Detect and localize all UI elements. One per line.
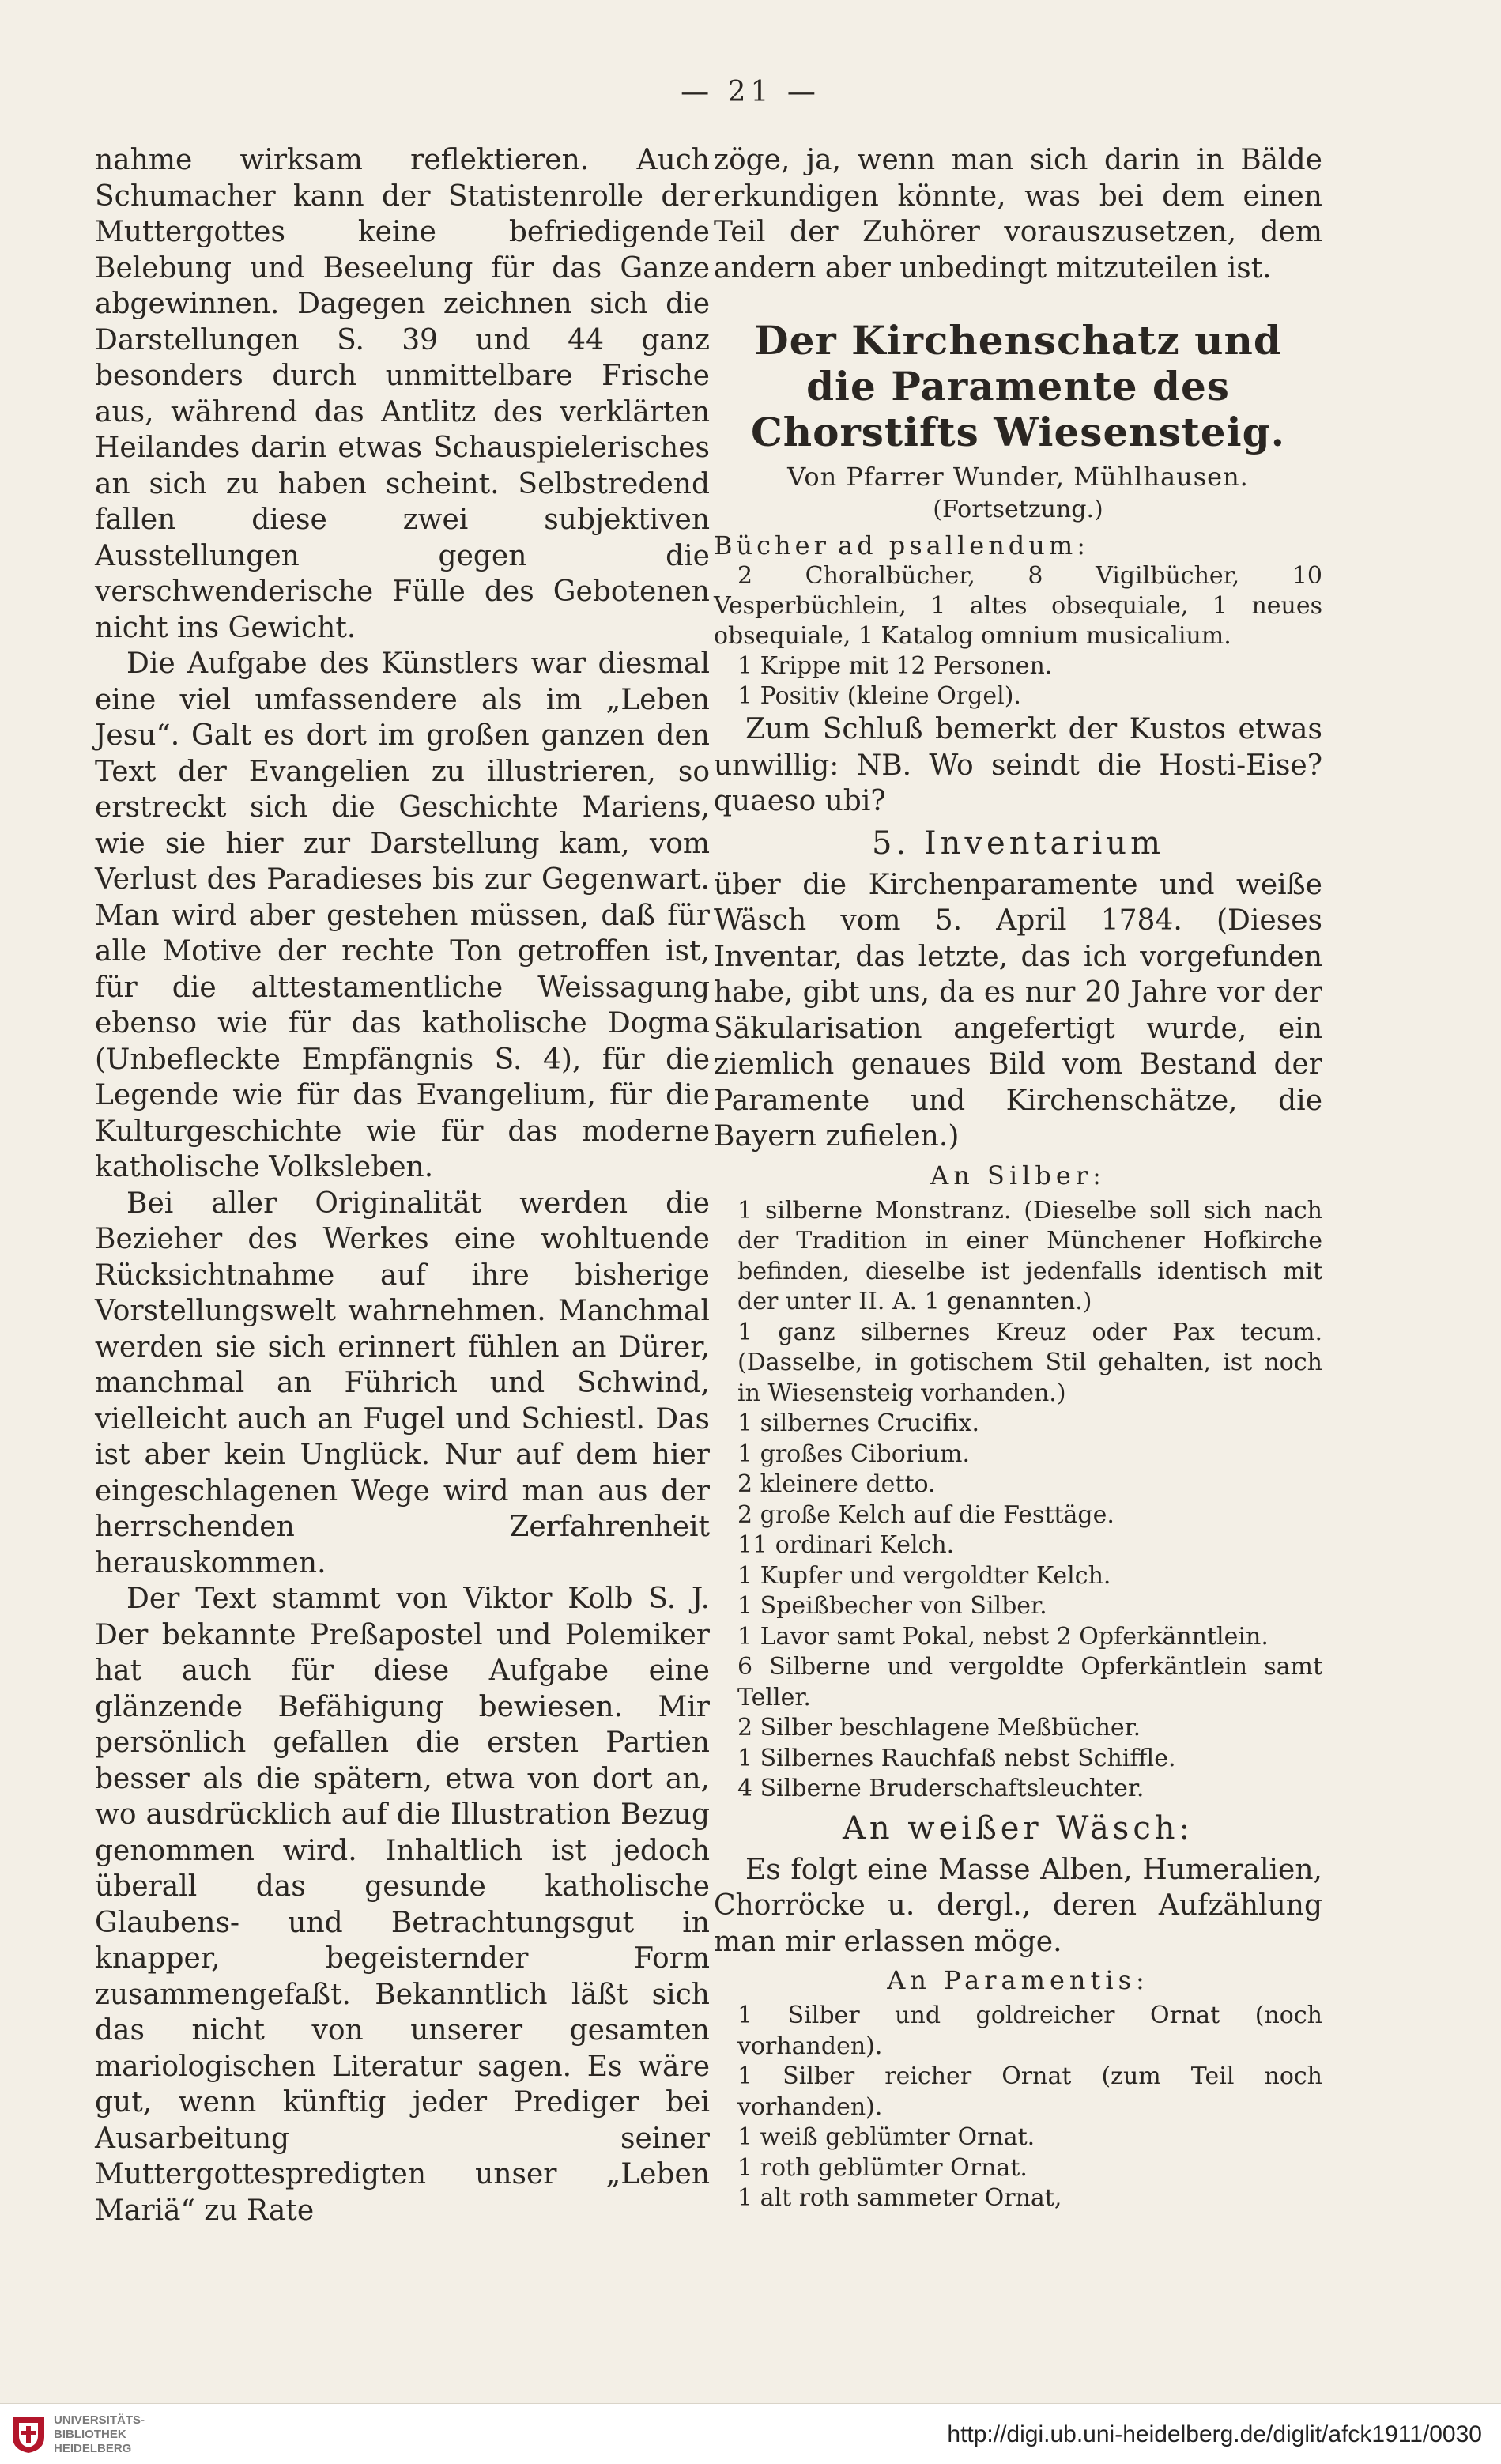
paramentis-heading: An Paramentis:: [887, 1965, 1149, 1995]
books-heading: [714, 530, 1322, 561]
paragraph: Die Aufgabe des Künstlers war diesmal eine viel umfassendere als im „Leben Jesu“. Galt es dort im großen ganzen den Text der Evangelien zu illustrieren, so erstreckt sich die Geschichte Mariens, wie sie hier zur Darstellung kam, vom Verlust des Paradieses bis zur Gegenwart. Man wird aber gestehen müssen, daß für alle Motive der rechte Ton getroffen ist, für die alttestamentliche Weissagung ebenso wie für das katholische Dogma (Unbefleckte Empfängnis S. 4), für die Legende wie für das Evangelium, für die Kulturgeschichte wie für das moderne katholische Volksleben.: [95, 647, 710, 1183]
paramentis-list: [714, 2001, 1322, 2214]
footer-bar: [0, 2403, 1501, 2464]
list-item: 1 Silber reicher Ornat (zum Teil noch vorhanden).: [737, 2062, 1322, 2121]
left-column: [95, 142, 710, 2228]
list-item: 1 silbernes Crucifix.: [737, 1409, 979, 1437]
list-item: 4 Silberne Bruderschaftsleuchter.: [737, 1775, 1145, 1802]
section-heading: 5. Inventarium: [872, 824, 1164, 862]
kustos-note: Zum Schluß bemerkt der Kustos etwas unwillig: NB. Wo seindt die Hosti-Eise? quaeso ubi?: [714, 713, 1322, 817]
linen-paragraph: Es folgt eine Masse Alben, Humeralien, Chorröcke u. dergl., deren Aufzählung man mir erlassen möge.: [714, 1853, 1322, 1958]
list-item: 1 Silber und goldreicher Ornat (noch vorhanden).: [737, 2002, 1322, 2060]
list-item: 6 Silberne und vergoldte Opferkäntlein samt Teller.: [737, 1653, 1322, 1711]
paragraph: Der Text stammt von Viktor Kolb S. J. Der bekannte Preßapostel und Polemiker hat auch für diese Aufgabe eine glänzende Befähigung bewiesen. Mir persönlich gefallen die ersten Partien besser als die spätern, etwa von dort an, wo ausdrücklich auf die Illustration Bezug genommen wird. Inhaltlich ist jedoch überall das gesunde katholische Glaubens- und Betrachtungsgut in knapper, begeisternder Form zusammengefaßt. Bekanntlich läßt sich das nicht von unserer gesamten mariologischen Literatur sagen. Es wäre gut, wenn künftig jeder Prediger bei Ausarbeitung seiner Muttergottespredigten unser „Leben Mariä“ zu Rate: [95, 1583, 710, 2227]
library-name: UNIVERSITÄTS- BIBLIOTHEK HEIDELBERG: [54, 2413, 145, 2455]
list-item: 2 Silber beschlagene Meßbücher.: [737, 1714, 1141, 1741]
paragraph: nahme wirksam reflektieren. Auch Schumacher kann der Statistenrolle der Muttergottes keine befriedigende Belebung und Beseelung für das Ganze abgewinnen. Dagegen zeichnen sich die Darstellungen S. 39 und 44 ganz besonders durch unmittelbare Frische aus, während das Antlitz des verklärten Heilandes darin etwas Schauspielerisches an sich zu haben scheint. Selbstredend fallen diese zwei subjektiven Ausstellungen gegen die verschwenderische Fülle des Gebotenen nicht ins Gewicht.: [95, 144, 710, 644]
paragraph: Bei aller Originalität werden die Bezieher des Werkes eine wohltuende Rücksichtnahme auf ihre bisherige Vorstellungswelt wahrnehmen. Manchmal werden sie sich erinnert fühlen an Dürer, manchmal an Führich und Schwind, vielleicht auch an Fugel und Schiestl. Das ist aber kein Unglück. Nur auf dem hier eingeschlagenen Wege wird man aus der herrschenden Zerfahrenheit herauskommen.: [95, 1187, 710, 1579]
books-heading-label: Bücher: [714, 530, 830, 560]
list-item: 2 kleinere detto.: [737, 1470, 936, 1498]
list-item: 1 großes Ciborium.: [737, 1440, 971, 1468]
linen-heading: An weißer Wäsch:: [843, 1809, 1194, 1847]
books-text: 2 Choralbücher, 8 Vigilbücher, 10 Vesperbüchlein, 1 altes obsequiale, 1 neues obsequiale, 1 Katalog omnium musicalium.: [714, 562, 1322, 650]
silver-list: [714, 1196, 1322, 1805]
university-seal-icon: [11, 2415, 46, 2455]
list-item: 1 Kupfer und vergoldter Kelch.: [737, 1561, 1111, 1590]
paragraph: zöge, ja, wenn man sich darin in Bälde erkundigen könnte, was bei dem einen Teil der Zuhörer vorauszusetzen, dem andern aber unbedingt mitzuteilen ist.: [714, 144, 1322, 285]
source-url[interactable]: http://digi.ub.uni-heidelberg.de/diglit/afck1911/0030: [947, 2421, 1482, 2447]
silver-heading: An Silber:: [930, 1160, 1106, 1190]
list-item: 11 ordinari Kelch.: [737, 1531, 955, 1559]
continuation-note: (Fortsetzung.): [933, 496, 1103, 523]
list-item: 1 Silbernes Rauchfaß nebst Schiffle.: [737, 1744, 1176, 1772]
books-heading-latin: ad psallendum:: [838, 530, 1090, 560]
list-item: 1 silberne Monstranz. (Dieselbe soll sich nach der Tradition in einer Münchener Hofkirche befinden, dieselbe ist jedenfalls identisch mit der unter II. A. 1 genannten.): [737, 1196, 1322, 1315]
right-column: [714, 142, 1322, 2214]
positiv-item: 1 Positiv (kleine Orgel).: [737, 682, 1021, 710]
list-item: 1 Lavor samt Pokal, nebst 2 Opferkänntlein.: [737, 1622, 1269, 1651]
list-item: 1 ganz silbernes Kreuz oder Pax tecum. (Dasselbe, in gotischem Stil gehalten, ist noch in Wiesensteig vorhanden.): [737, 1318, 1322, 1407]
list-item: 1 weiß geblümter Ornat.: [737, 2123, 1035, 2151]
inventory-paragraph: über die Kirchenparamente und weiße Wäsch vom 5. April 1784. (Dieses Inventar, das letzte, das ich vorgefunden habe, gibt uns, da es nur 20 Jahre vor der Säkularisation angefertigt wurde, ein ziemlich genaues Bild vom Bestand der Paramente und Kirchenschätze, die Bayern zufielen.): [714, 868, 1322, 1153]
list-item: 1 Speißbecher von Silber.: [737, 1592, 1047, 1620]
krippe-item: 1 Krippe mit 12 Personen.: [737, 652, 1053, 680]
list-item: 1 alt roth sammeter Ornat,: [737, 2184, 1062, 2212]
article-author: Von Pfarrer Wunder, Mühlhausen.: [787, 462, 1249, 492]
list-item: 1 roth geblümter Ornat.: [737, 2153, 1028, 2182]
list-item: 2 große Kelch auf die Festtäge.: [737, 1500, 1114, 1529]
page-number: — 21 —: [681, 76, 820, 108]
books-section: [714, 530, 1322, 711]
article-title: Der Kirchenschatz und die Paramente des Chorstifts Wiesensteig.: [750, 317, 1286, 455]
